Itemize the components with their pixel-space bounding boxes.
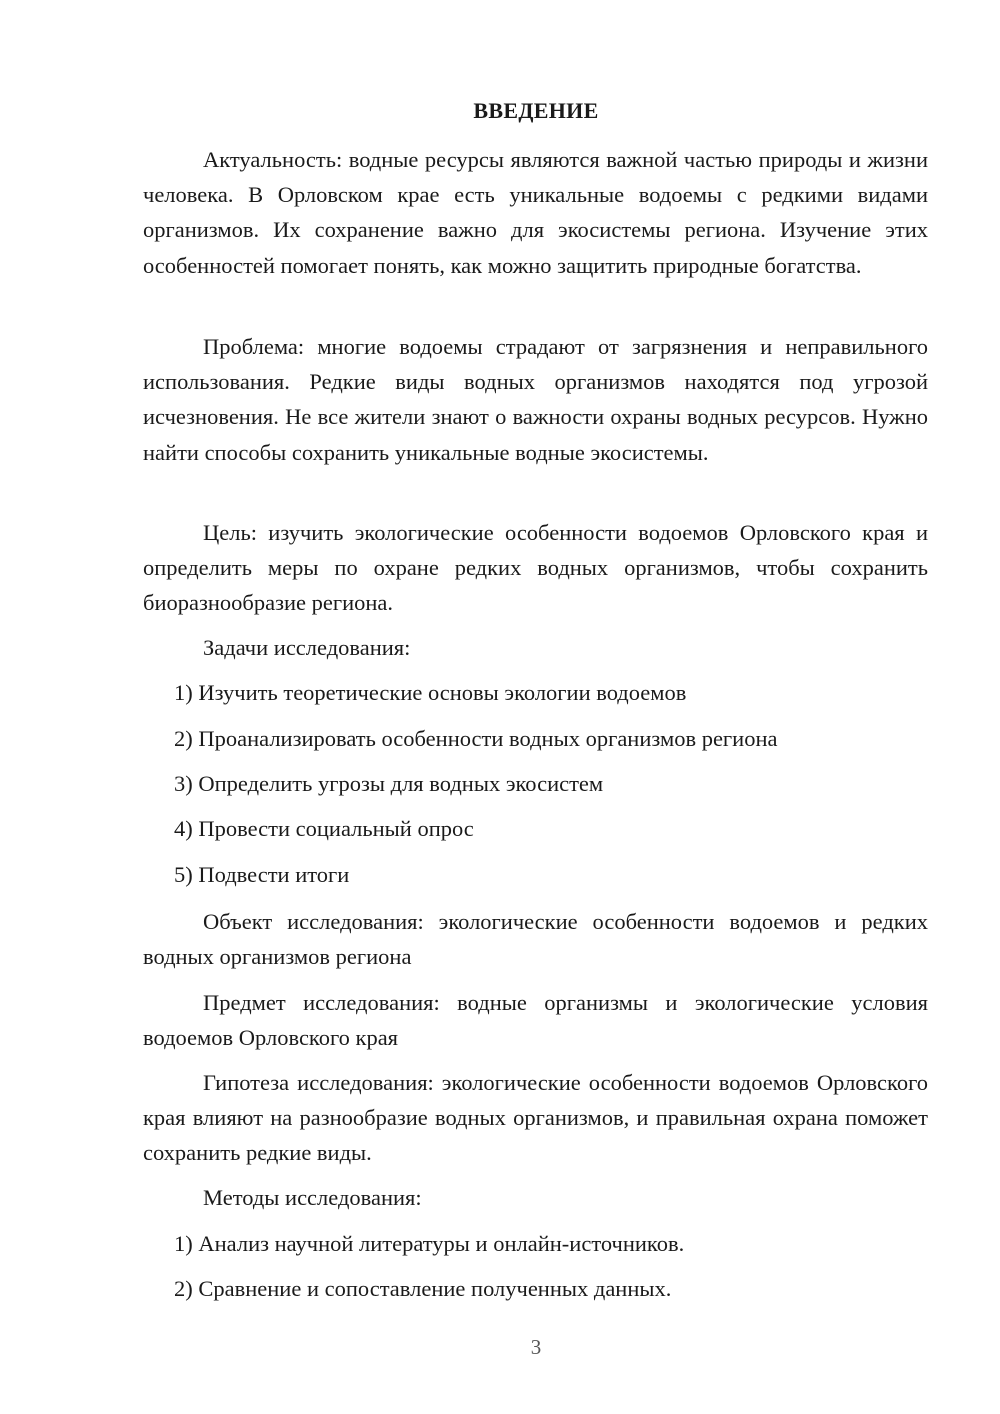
hypothesis-paragraph: Гипотеза исследования: экологические особенности водоемов Орловского края влияют на разнообразие водных организмов, и правильная охрана поможет сохранить редкие виды.: [143, 1070, 928, 1166]
method-item: 2) Сравнение и сопоставление полученных данных.: [174, 1276, 672, 1301]
tasks-title: Задачи исследования:: [203, 635, 411, 660]
relevance-paragraph: Актуальность: водные ресурсы являются важной частью природы и жизни человека. В Орловском крае есть уникальные водоемы с редкими видами организмов. Их сохранение важно для экосистемы региона. Изучение этих особенностей помогает понять, как можно защитить природные богатства.: [143, 147, 928, 278]
object-paragraph: Объект исследования: экологические особенности водоемов и редких водных организмов региона: [143, 909, 928, 970]
task-item: 2) Проанализировать особенности водных организмов региона: [174, 726, 778, 751]
methods-title: Методы исследования:: [203, 1185, 422, 1210]
task-item: 1) Изучить теоретические основы экологии водоемов: [174, 680, 687, 705]
goal-paragraph: Цель: изучить экологические особенности водоемов Орловского края и определить меры по охране редких водных организмов, чтобы сохранить биоразнообразие региона.: [143, 520, 928, 616]
task-item: 3) Определить угрозы для водных экосистем: [174, 771, 604, 796]
problem-paragraph: Проблема: многие водоемы страдают от загрязнения и неправильного использования. Редкие виды водных организмов находятся под угрозой исчезновения. Не все жители знают о важности охраны водных ресурсов. Нужно найти способы сохранить уникальные водные экосистемы.: [143, 334, 928, 465]
task-item: 5) Подвести итоги: [174, 862, 350, 887]
page-number: 3: [530, 1335, 542, 1359]
subject-paragraph: Предмет исследования: водные организмы и экологические условия водоемов Орловского края: [143, 990, 928, 1051]
section-heading: ВВЕДЕНИЕ: [473, 98, 599, 123]
task-item: 4) Провести социальный опрос: [174, 816, 474, 841]
method-item: 1) Анализ научной литературы и онлайн-источников.: [174, 1231, 685, 1256]
